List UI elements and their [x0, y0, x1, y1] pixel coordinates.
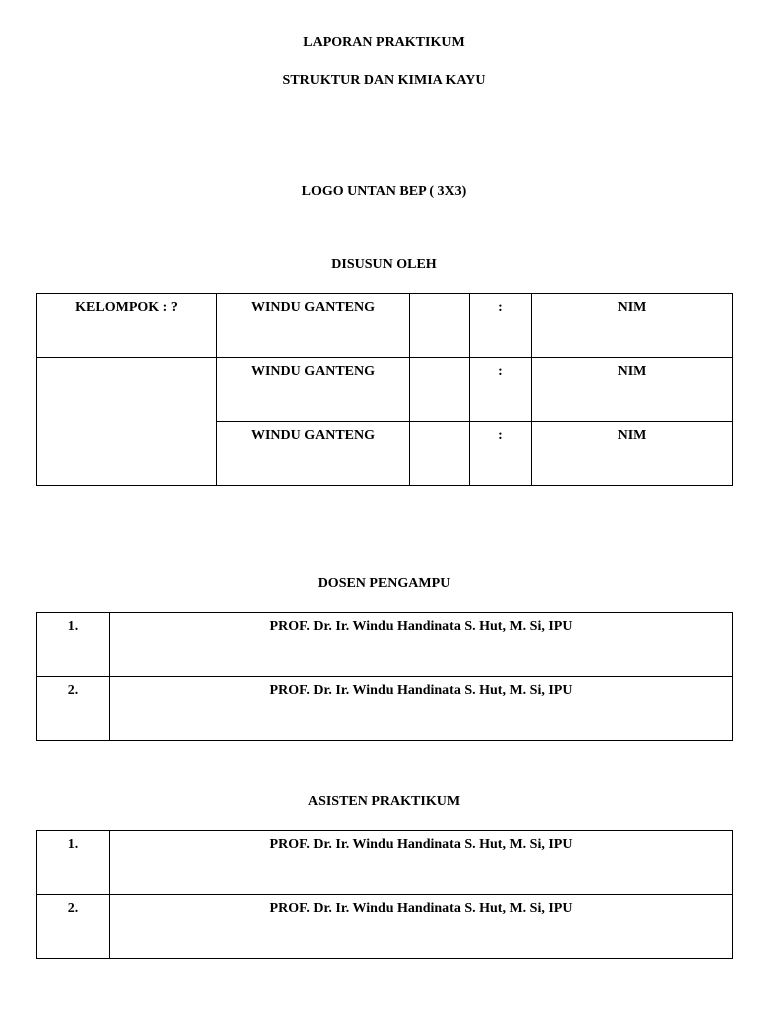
table-row	[37, 613, 733, 677]
table-row	[37, 358, 733, 422]
assistant-name: PROF. Dr. Ir. Windu Handinata S. Hut, M. Si, IPU	[269, 901, 573, 916]
number-cell	[37, 831, 110, 895]
name-cell	[110, 613, 733, 677]
name-cell	[110, 895, 733, 959]
member-separator: :	[498, 428, 503, 443]
table-row	[37, 895, 733, 959]
name-cell	[110, 677, 733, 741]
separator-cell	[470, 422, 532, 486]
lecturer-name: PROF. Dr. Ir. Windu Handinata S. Hut, M. Si, IPU	[269, 619, 573, 634]
number-cell	[37, 677, 110, 741]
report-subtitle: STRUKTUR DAN KIMIA KAYU	[282, 73, 486, 88]
number-cell	[37, 895, 110, 959]
table-row	[37, 831, 733, 895]
members-table	[36, 293, 733, 486]
table-row	[37, 677, 733, 741]
lecturers-table	[36, 612, 733, 741]
row-number: 2.	[67, 901, 79, 916]
row-number: 2.	[67, 683, 79, 698]
member-name-cell	[217, 358, 410, 422]
lecturer-name: PROF. Dr. Ir. Windu Handinata S. Hut, M. Si, IPU	[269, 683, 573, 698]
member-name: WINDU GANTENG	[250, 364, 376, 379]
assistants-heading: ASISTEN PRAKTIKUM	[307, 794, 461, 809]
empty-cell	[410, 422, 470, 486]
separator-cell	[470, 294, 532, 358]
lecturers-heading: DOSEN PENGAMPU	[317, 576, 451, 591]
member-name: WINDU GANTENG	[250, 300, 376, 315]
member-name-cell	[217, 422, 410, 486]
member-nim: NIM	[617, 428, 647, 443]
nim-cell	[532, 294, 733, 358]
member-nim: NIM	[617, 364, 647, 379]
nim-cell	[532, 358, 733, 422]
assistant-name: PROF. Dr. Ir. Windu Handinata S. Hut, M. Si, IPU	[269, 837, 573, 852]
number-cell	[37, 613, 110, 677]
member-nim: NIM	[617, 300, 647, 315]
logo-placeholder: LOGO UNTAN BEP ( 3X3)	[301, 184, 467, 199]
group-empty-cell	[37, 358, 217, 486]
member-name: WINDU GANTENG	[250, 428, 376, 443]
row-number: 1.	[67, 619, 79, 634]
name-cell	[110, 831, 733, 895]
table-row	[37, 294, 733, 358]
report-title: LAPORAN PRAKTIKUM	[303, 35, 465, 50]
member-separator: :	[498, 300, 503, 315]
assistants-table	[36, 830, 733, 959]
nim-cell	[532, 422, 733, 486]
member-separator: :	[498, 364, 503, 379]
separator-cell	[470, 358, 532, 422]
member-name-cell	[217, 294, 410, 358]
group-label: KELOMPOK : ?	[75, 300, 178, 315]
empty-cell	[410, 358, 470, 422]
compiled-by-heading: DISUSUN OLEH	[331, 257, 437, 272]
empty-cell	[410, 294, 470, 358]
row-number: 1.	[67, 837, 79, 852]
group-cell	[37, 294, 217, 358]
